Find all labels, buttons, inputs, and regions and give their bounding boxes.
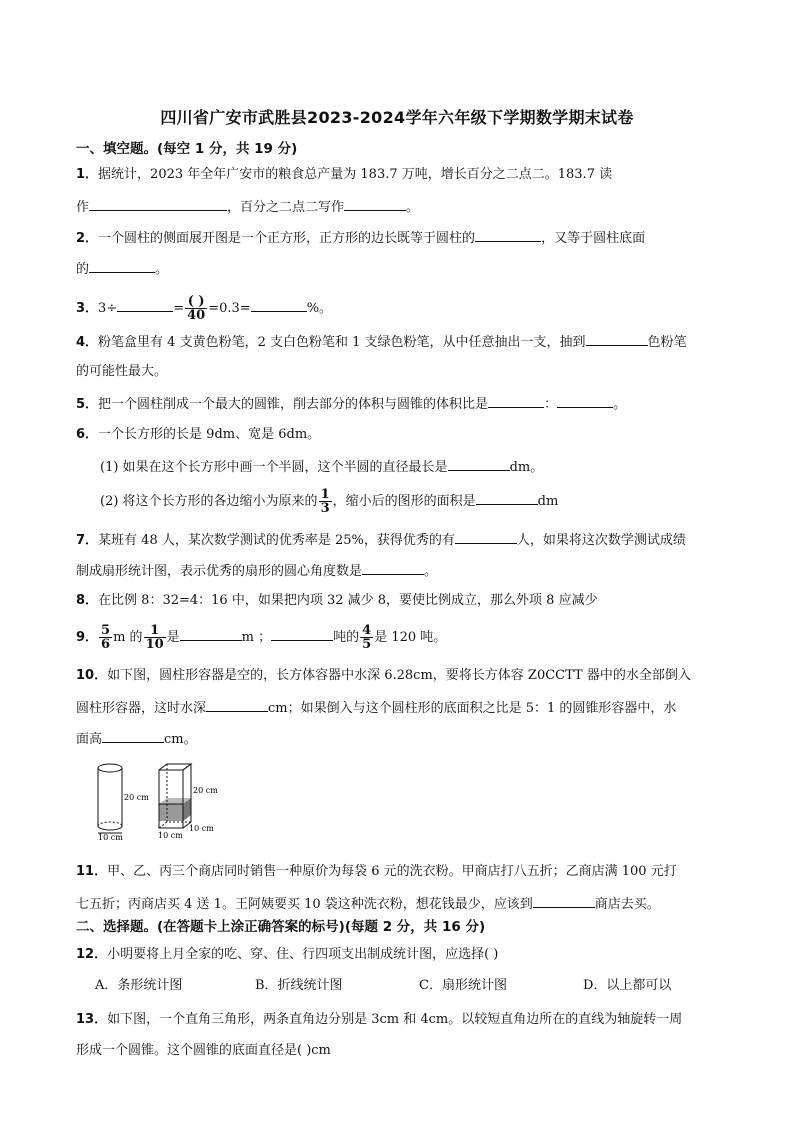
question-9: [76, 624, 446, 651]
fraction-numerator[interactable]: ( ): [185, 295, 207, 309]
question-text: dm: [537, 494, 559, 509]
question-text: 某班有 48 人，某次数学测试的优秀率是 25%，获得优秀的有: [98, 533, 455, 548]
fraction: [99, 624, 112, 651]
answer-blank[interactable]: [344, 197, 406, 211]
question-text: 小明要将上月全家的吃、穿、住、行四项支出制成统计图，应选择( ): [107, 947, 499, 962]
question-number: 6．: [76, 427, 99, 442]
question-text: 制成扇形统计图，表示优秀的扇形的圆心角度数是: [76, 564, 363, 579]
answer-blank[interactable]: [117, 298, 173, 312]
question-text: 七五折；丙商店买 4 送 1。王阿姨要买 10 袋这种洗衣粉，想花钱最少，应该到: [76, 897, 533, 912]
cuboid-width-label: 10 cm: [189, 824, 214, 833]
question-text: cm；如果倒入与这个圆柱形的底面积之比是 5：1 的圆锥形容器中，水: [268, 701, 677, 716]
question-10: [76, 667, 691, 685]
cylinder-height-label: 20 cm: [124, 793, 149, 802]
answer-blank[interactable]: [89, 259, 155, 273]
question-number: 11．: [76, 864, 108, 879]
question-text: ，又等于圆柱底面: [541, 231, 646, 246]
question-text: 3÷: [98, 301, 118, 316]
question-3: [76, 295, 332, 322]
question-text: 一个长方形的长是 9dm、宽是 6dm。: [98, 427, 321, 442]
question-text: 作: [76, 200, 90, 215]
question-text: 粉笔盒里有 4 支黄色粉笔，2 支白色粉笔和 1 支绿色粉笔，从中任意抽出一支，抽到: [98, 335, 586, 350]
question-4: [76, 332, 687, 352]
question-1: [76, 166, 612, 184]
question-1-line-2: [76, 197, 419, 217]
cylinder-diameter-label: 10 cm: [98, 833, 123, 840]
question-11: [76, 863, 677, 881]
cuboid-container: [159, 764, 191, 828]
section-2-heading: 二、选择题。(在答题卡上涂正确答案的标号)(每题 2 分，共 16 分): [76, 919, 486, 935]
question-text: (2) 将这个长方形的各边缩小为原来的: [100, 494, 318, 509]
question-text: 吨的: [333, 630, 360, 645]
answer-blank[interactable]: [89, 197, 227, 211]
question-text: =: [173, 301, 185, 316]
answer-blank[interactable]: [533, 894, 595, 908]
question-text: ，百分之二点二写作: [227, 200, 345, 215]
question-number: 1．: [76, 167, 99, 182]
question-text: 甲、乙、丙三个商店同时销售一种原价为每袋 6 元的洗衣粉。甲商店打八五折；乙商店满 100 元打: [107, 864, 677, 879]
question-2: [76, 228, 645, 248]
option-c[interactable]: C．扇形统计图: [419, 978, 507, 993]
question-text: cm。: [164, 732, 197, 747]
question-10-line-3: [76, 729, 197, 749]
containers-figure: [92, 760, 232, 840]
answer-blank[interactable]: [475, 228, 541, 242]
question-text: 人，如果将这次数学测试成绩: [516, 533, 686, 548]
answer-blank[interactable]: [180, 627, 242, 641]
answer-blank[interactable]: [206, 698, 268, 712]
fraction-denominator: 3: [320, 501, 330, 516]
question-text: 。: [613, 397, 627, 412]
question-number: 9．: [76, 630, 99, 645]
fraction-numerator: 5: [101, 623, 111, 638]
question-5: [76, 394, 626, 414]
answer-blank[interactable]: [362, 561, 424, 575]
cuboid-height-label: 20 cm: [193, 786, 218, 795]
answer-blank[interactable]: [251, 298, 307, 312]
question-number: 2．: [76, 231, 99, 246]
fraction-numerator: 1: [320, 487, 330, 502]
question-text: 。: [406, 200, 420, 215]
question-text: 是 120 吨。: [374, 630, 447, 645]
answer-blank[interactable]: [455, 530, 517, 544]
question-text: 。: [424, 564, 438, 579]
question-2-line-2: [76, 259, 168, 279]
option-b[interactable]: B．折线统计图: [255, 978, 343, 993]
answer-blank[interactable]: [102, 729, 164, 743]
question-number: 4．: [76, 335, 99, 350]
fraction-numerator: 4: [362, 623, 372, 638]
question-text: m ；: [241, 630, 272, 645]
question-text: 如下图，一个直角三角形，两条直角边分别是 3cm 和 4cm。以较短直角边所在的直线为轴旋转一周: [107, 1012, 683, 1027]
cuboid-length-label: 10 cm: [158, 831, 183, 840]
question-12: [76, 946, 498, 964]
question-8: [76, 592, 598, 610]
question-text: ，缩小后的图形的面积是: [332, 494, 476, 509]
question-text: 在比例 8：32=4：16 中，如果把内项 32 减少 8，要使比例成立，那么外项 8 应减少: [98, 593, 598, 608]
fraction-denominator: 5: [362, 637, 372, 652]
question-10-line-2: [76, 698, 676, 718]
page-title: 四川省广安市武胜县2023-2024学年六年级下学期数学期末试卷: [160, 108, 634, 127]
option-a[interactable]: A．条形统计图: [95, 978, 183, 993]
fraction: [185, 295, 207, 322]
fraction: [319, 488, 332, 515]
question-text: dm。: [509, 460, 544, 475]
question-number: 7．: [76, 533, 99, 548]
answer-blank[interactable]: [586, 332, 648, 346]
answer-blank[interactable]: [448, 457, 510, 471]
question-11-line-2: [76, 894, 660, 914]
question-number: 13．: [76, 1012, 108, 1027]
question-text: 一个圆柱的侧面展开图是一个正方形，正方形的边长既等于圆柱的: [98, 231, 476, 246]
question-text: 圆柱形容器，这时水深: [76, 701, 207, 716]
question-text: %。: [306, 301, 333, 316]
question-text: 。: [155, 262, 169, 277]
question-text: 面高: [76, 732, 103, 747]
question-12-options: [95, 977, 671, 995]
question-text: 商店去买。: [594, 897, 660, 912]
fraction: [360, 624, 373, 651]
question-number: 12．: [76, 947, 108, 962]
question-text: 如下图，圆柱形容器是空的，长方体容器中水深 6.28cm，要将长方体容 Z0CCTT 器中的水全部倒入: [107, 668, 691, 683]
question-text: 色粉笔: [647, 335, 687, 350]
section-1-heading: 一、填空题。(每空 1 分，共 19 分): [76, 141, 298, 157]
question-6: [76, 426, 320, 444]
question-text: 的: [76, 262, 90, 277]
answer-blank[interactable]: [271, 627, 333, 641]
answer-blank[interactable]: [488, 394, 544, 408]
question-7: [76, 530, 686, 550]
question-text: =0.3=: [208, 301, 251, 316]
answer-blank[interactable]: [557, 394, 613, 408]
question-number: 8．: [76, 593, 99, 608]
fraction-denominator: 6: [101, 637, 111, 652]
question-text: 把一个圆柱削成一个最大的圆锥，削去部分的体积与圆锥的体积比是: [98, 397, 489, 412]
question-6-part-1: [100, 457, 543, 477]
answer-blank[interactable]: [476, 491, 538, 505]
question-7-line-2: [76, 561, 437, 581]
question-text: ：: [544, 397, 558, 412]
question-text: 据统计，2023 年全年广安市的粮食总产量为 183.7 万吨，增长百分之二点二。183.7 读: [98, 167, 613, 182]
question-number: 5．: [76, 397, 99, 412]
fraction: [144, 624, 166, 651]
cylinder-container: [98, 764, 122, 833]
fraction-denominator: 10: [145, 637, 164, 652]
question-13: [76, 1011, 682, 1029]
question-4-line-2: 的可能性最大。: [76, 364, 168, 379]
question-number: 3．: [76, 301, 99, 316]
question-number: 10．: [76, 668, 108, 683]
fraction-denominator: 40: [187, 308, 206, 323]
option-d[interactable]: D．以上都可以: [583, 978, 672, 993]
fraction-numerator: 1: [144, 624, 166, 638]
question-text: (1) 如果在这个长方形中画一个半圆，这个半圆的直径最长是: [100, 460, 448, 475]
question-text: m 的: [113, 630, 143, 645]
question-text: 是: [166, 630, 180, 645]
question-6-part-2: [100, 488, 558, 515]
question-13-line-2: 形成一个圆锥。这个圆锥的底面直径是( )cm: [76, 1043, 331, 1058]
